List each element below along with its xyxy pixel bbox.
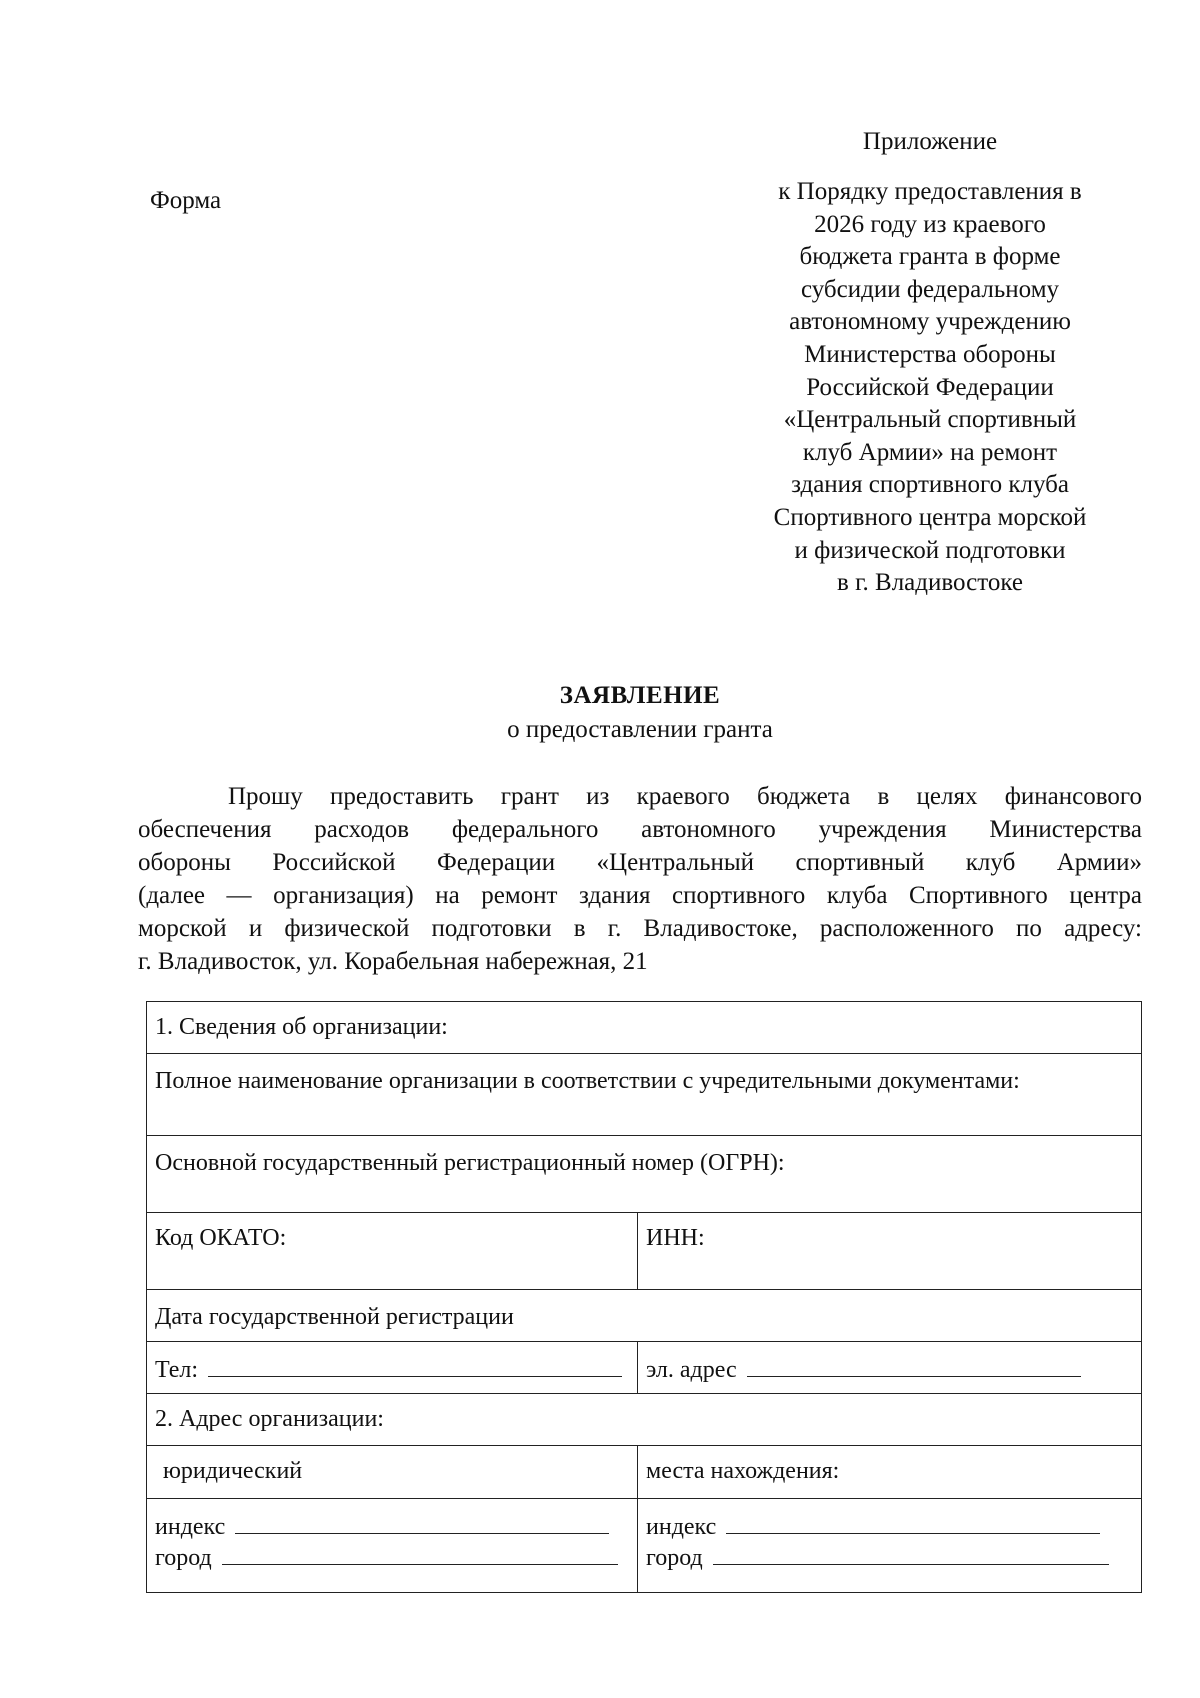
document-subtitle: о предоставлении гранта <box>507 716 773 743</box>
legal-address-fields[interactable] <box>147 1499 638 1593</box>
okato-field[interactable]: Код ОКАТО: <box>147 1213 638 1290</box>
paragraph-line: Прошу предоставить грант из краевого бюджета в целях финансового <box>228 783 1142 810</box>
inn-field[interactable]: ИНН: <box>638 1213 1142 1290</box>
registration-date-field[interactable]: Дата государственной регистрации <box>147 1290 1142 1342</box>
phone-field[interactable] <box>147 1342 638 1394</box>
appendix-line: «Центральный спортивный <box>783 406 1077 434</box>
section2-header: 2. Адрес организации: <box>147 1394 1142 1446</box>
legal-city-row[interactable] <box>155 1542 629 1573</box>
appendix-line: автономному учреждению <box>789 308 1071 336</box>
location-city-row[interactable] <box>646 1542 1133 1573</box>
appendix-line: Российской Федерации <box>806 373 1054 401</box>
city-label: город <box>155 1545 212 1571</box>
full-name-field[interactable]: Полное наименование организации в соответствии с учредительными документами: <box>147 1054 1142 1136</box>
appendix-line: в г. Владивостоке <box>837 569 1023 597</box>
organization-form-table <box>146 1001 1142 1593</box>
appendix-line: и физической подготовки <box>794 536 1066 564</box>
email-input-line[interactable] <box>747 1354 1081 1377</box>
index-label: индекс <box>155 1514 226 1540</box>
appendix-line: Спортивного центра морской <box>773 503 1087 531</box>
appendix-line: Министерства обороны <box>804 340 1056 368</box>
index-label: индекс <box>646 1514 717 1540</box>
appendix-line: к Порядку предоставления в <box>778 178 1082 205</box>
appendix-text <box>720 176 1140 600</box>
ogrn-field[interactable]: Основной государственный регистрационный номер (ОГРН): <box>147 1136 1142 1213</box>
location-city-input-line[interactable] <box>713 1542 1109 1565</box>
email-label: эл. адрес <box>646 1357 737 1383</box>
phone-label: Тел: <box>155 1357 199 1383</box>
email-field[interactable] <box>638 1342 1142 1394</box>
appendix-title: Приложение <box>862 128 998 155</box>
appendix-line: здания спортивного клуба <box>791 471 1069 499</box>
paragraph-line: обороны Российской Федерации «Центральный спортивный клуб Армии» <box>138 849 1142 876</box>
appendix-line: субсидии федеральному <box>800 275 1060 303</box>
paragraph-line: морской и физической подготовки в г. Владивостоке, расположенного по адресу: <box>138 915 1142 942</box>
legal-address-header: юридический <box>147 1446 638 1499</box>
paragraph-line: (далее — организация) на ремонт здания спортивного клуба Спортивного центра <box>138 882 1142 909</box>
legal-index-input-line[interactable] <box>235 1511 609 1534</box>
city-label: город <box>646 1545 703 1571</box>
paragraph-line: обеспечения расходов федерального автономного учреждения Министерства <box>138 816 1142 843</box>
appendix-line: бюджета гранта в форме <box>799 243 1061 271</box>
appendix-line: 2026 году из краевого <box>814 210 1046 238</box>
paragraph-line: г. Владивосток, ул. Корабельная набережная, 21 <box>138 948 648 975</box>
legal-city-input-line[interactable] <box>222 1542 618 1565</box>
location-index-input-line[interactable] <box>726 1511 1100 1534</box>
legal-index-row[interactable] <box>155 1511 629 1542</box>
request-paragraph <box>138 780 1142 978</box>
location-address-fields[interactable] <box>638 1499 1142 1593</box>
section1-header: 1. Сведения об организации: <box>147 1002 1142 1054</box>
document-title: ЗАЯВЛЕНИЕ <box>559 682 721 709</box>
appendix-line: клуб Армии» на ремонт <box>802 438 1058 466</box>
phone-input-line[interactable] <box>208 1354 622 1377</box>
location-address-header: места нахождения: <box>638 1446 1142 1499</box>
location-index-row[interactable] <box>646 1511 1133 1542</box>
form-label: Форма <box>150 187 222 214</box>
